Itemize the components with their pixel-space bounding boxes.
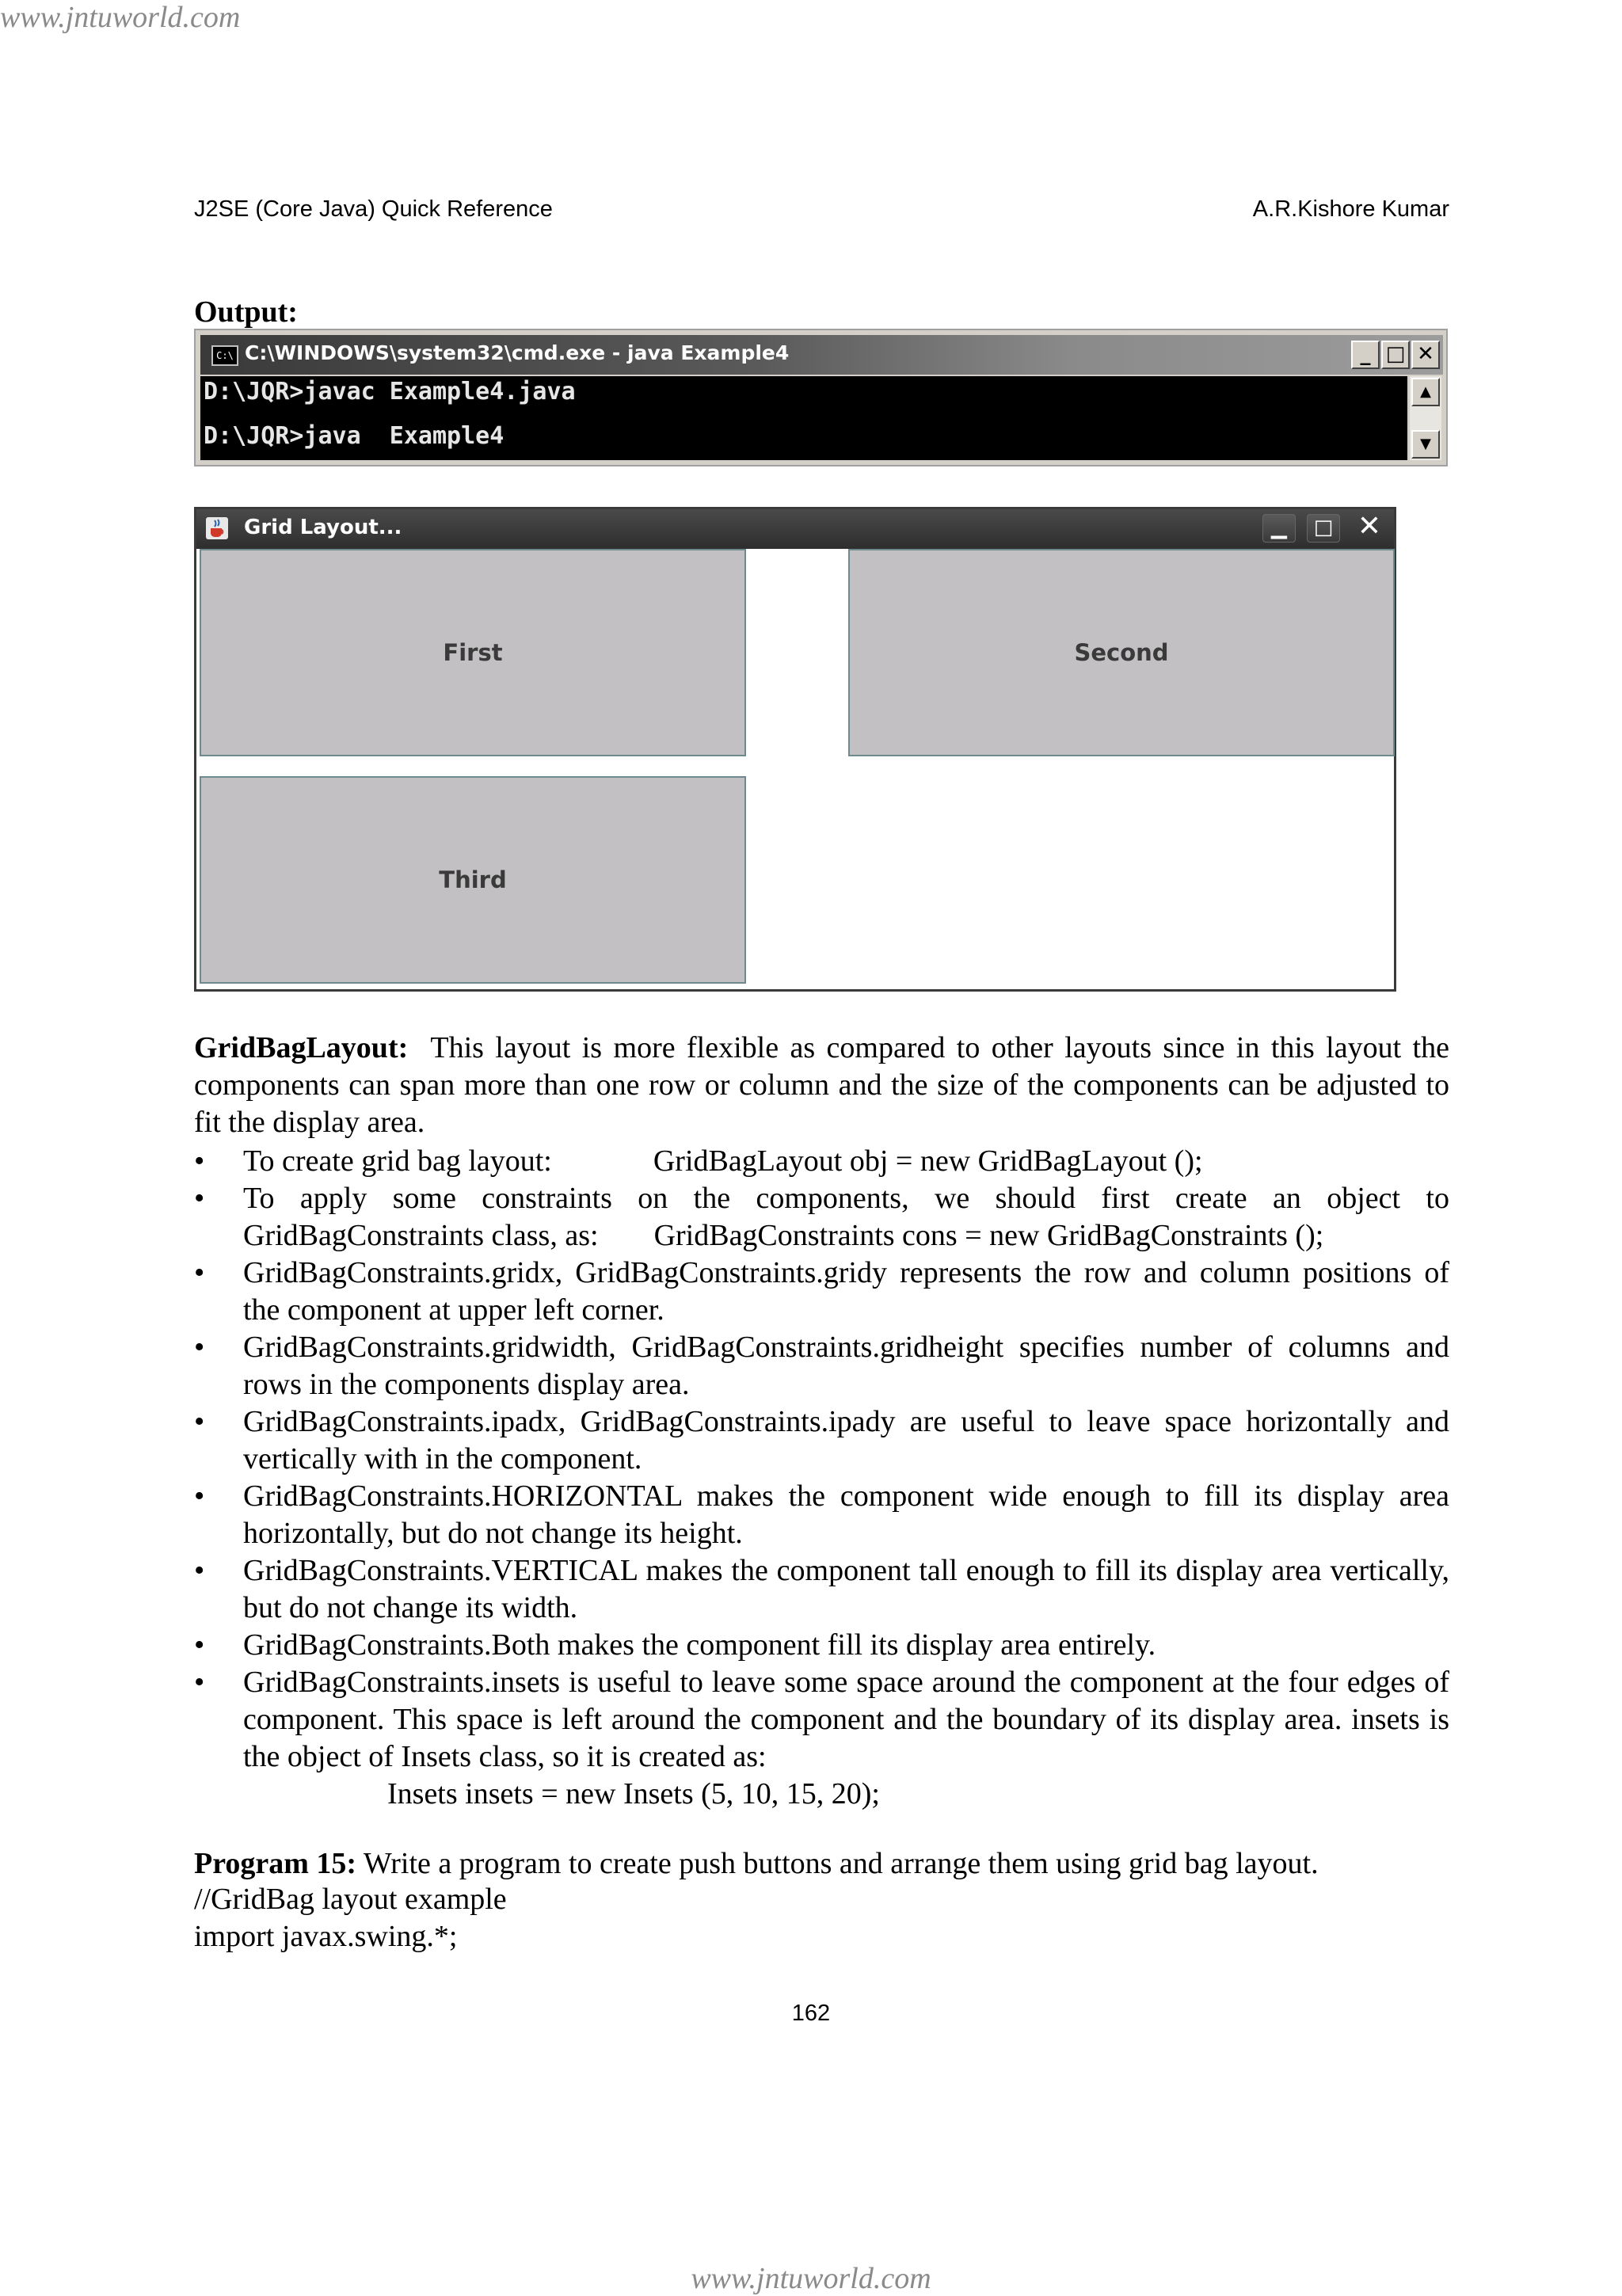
list-item: • GridBagConstraints.Both makes the component fill its display area entirely. [194,1627,1449,1664]
bullet-text: To create grid bag layout: [243,1144,552,1178]
program-label: Program 15: [194,1847,357,1880]
bullet-code: GridBagLayout obj = new GridBagLayout (); [653,1144,1203,1178]
cmd-window [194,329,1448,466]
console-line: D:\JQR>javac Example4.java [204,378,576,406]
third-button[interactable]: Third [200,776,746,984]
cmd-scrollbar[interactable] [1410,376,1441,460]
list-item: • GridBagConstraints.ipadx, GridBagConstraints.ipady are useful to leave space horizontally and vertically with in the component. [194,1403,1449,1478]
intro-text: This layout is more flexible as compared to other layouts since in this layout the components can span more than one row or column and the size of the components can be adjusted to fit the display area. [194,1031,1449,1139]
watermark-top: www.jntuworld.com [0,1,241,34]
console-line: D:\JQR>java Example4 [204,422,504,450]
program-heading [194,1845,1449,1883]
header-author: A.R.Kishore Kumar [1252,196,1449,222]
cmd-icon[interactable]: C:\ [211,345,238,366]
list-item: • GridBagConstraints.VERTICAL makes the component tall enough to fill its display area vertically, but do not change its width. [194,1552,1449,1627]
cmd-titlebar[interactable] [200,335,1443,375]
bullet-list [194,1143,1449,1813]
second-button[interactable]: Second [848,549,1395,756]
list-item: • GridBagConstraints.gridx, GridBagConstraints.gridy represents the row and column positions of the component at upper left corner. [194,1255,1449,1329]
list-item [194,1143,1449,1180]
maximize-button[interactable]: □ [1307,514,1340,543]
cmd-window-title: C:\WINDOWS\system32\cmd.exe - java Example4 [245,341,790,364]
program-text: Write a program to create push buttons and arrange them using grid bag layout. [363,1847,1319,1880]
scroll-up-button[interactable]: ▲ [1411,378,1440,406]
header-title: J2SE (Core Java) Quick Reference [194,196,553,222]
code-line: //GridBag layout example [194,1883,507,1916]
bullet-code: Insets insets = new Insets (5, 10, 15, 20); [387,1777,880,1811]
minimize-button[interactable]: _ [1351,341,1380,369]
minimize-button[interactable]: ▁ [1262,514,1296,543]
bullet-text: To apply some constraints on the components, we should first create an object to GridBagConstraints class, as: [243,1182,1449,1252]
code-line: import javax.swing.*; [194,1920,458,1953]
output-heading: Output: [194,295,298,329]
java-window-title: Grid Layout... [244,516,402,539]
first-button[interactable]: First [200,549,746,756]
java-cup-icon[interactable] [204,516,230,541]
scroll-down-button[interactable]: ▼ [1411,430,1440,459]
list-item: • GridBagConstraints.HORIZONTAL makes the component wide enough to fill its display area horizontally, but do not change its height. [194,1478,1449,1552]
grid-layout-window [194,507,1396,992]
bullet-code: GridBagConstraints cons = new GridBagConstraints (); [653,1219,1324,1252]
page-number: 162 [791,2001,831,2026]
list-item [194,1180,1449,1255]
maximize-button[interactable]: □ [1381,341,1410,369]
cmd-console[interactable] [200,376,1407,460]
close-button[interactable]: ✕ [1411,341,1440,369]
list-item [194,1664,1449,1813]
intro-term: GridBagLayout: [194,1031,409,1064]
close-button[interactable]: ✕ [1357,510,1382,543]
list-item: • GridBagConstraints.gridwidth, GridBagConstraints.gridheight specifies number of columns and rows in the components display area. [194,1329,1449,1403]
java-titlebar[interactable] [196,509,1394,549]
watermark-bottom: www.jntuworld.com [691,2262,931,2295]
intro-paragraph [194,1030,1449,1141]
bullet-text: GridBagConstraints.insets is useful to leave some space around the component at the four edges of component. This space is left around the component and the boundary of its display area. insets is the object of Insets class, so it is created as: [243,1666,1449,1773]
